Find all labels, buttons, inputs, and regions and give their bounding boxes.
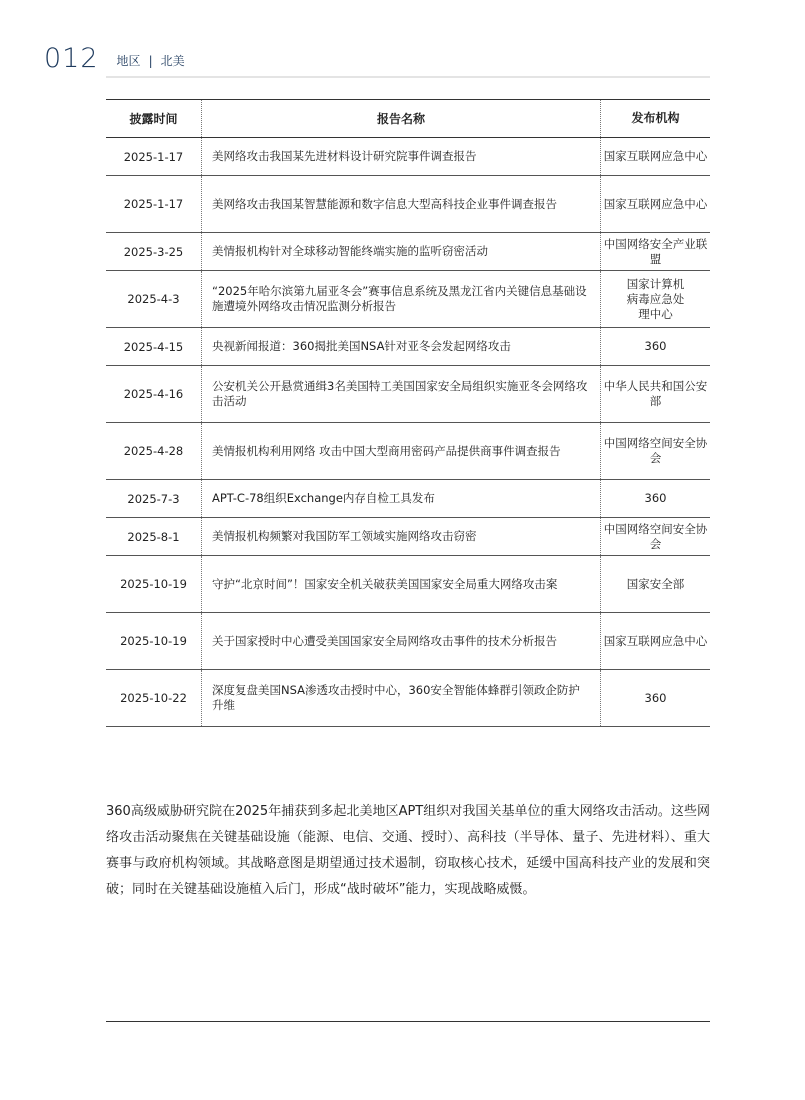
disclosure-date: 2025-4-3 — [106, 271, 202, 328]
report-title: “2025年哈尔滨第九届亚冬会”赛事信息系统及黑龙江省内关键信息基础设施遭境外网络攻击情况监测分析报告 — [202, 271, 601, 328]
summary-paragraph: 360高级威胁研究院在2025年捕获到多起北美地区APT组织对我国关基单位的重大网络攻击活动。这些网络攻击活动聚焦在关键基础设施（能源、电信、交通、授时）、高科技（半导体、量子、先进材料）、重大赛事与政府机构领域。其战略意图是期望通过技术遏制，窃取核心技术，延缓中国高科技产业的发展和突破；同时在关键基础设施植入后门，形成“战时破坏”能力，实现战略威慑。 — [106, 804, 710, 897]
breadcrumb-subregion: 北美 — [160, 54, 185, 68]
report-title: 美情报机构针对全球移动智能终端实施的监听窃密活动 — [202, 233, 601, 271]
publisher: 360 — [601, 480, 711, 518]
table-row — [106, 271, 710, 328]
publisher: 国家计算机病毒应急处理中心 — [601, 271, 711, 328]
reports-table — [106, 99, 710, 727]
publisher: 国家互联网应急中心 — [601, 138, 711, 176]
disclosure-date: 2025-10-22 — [106, 670, 202, 727]
report-title: 美情报机构利用网络 攻击中国大型商用密码产品提供商事件调查报告 — [202, 423, 601, 480]
publisher: 国家互联网应急中心 — [601, 176, 711, 233]
report-title: 美网络攻击我国某先进材料设计研究院事件调查报告 — [202, 138, 601, 176]
page-number: 012 — [44, 43, 99, 74]
report-title: 深度复盘美国NSA渗透攻击授时中心，360安全智能体蜂群引领政企防护升维 — [202, 670, 601, 727]
disclosure-date: 2025-4-16 — [106, 366, 202, 423]
table-row — [106, 518, 710, 556]
column-header-date: 披露时间 — [106, 100, 202, 138]
table-row — [106, 233, 710, 271]
table-row — [106, 138, 710, 176]
table-row — [106, 670, 710, 727]
breadcrumb-region: 地区 — [116, 54, 141, 68]
page-header — [44, 38, 185, 74]
table-row — [106, 613, 710, 670]
publisher: 中国网络空间安全协会 — [601, 423, 711, 480]
report-title: 美网络攻击我国某智慧能源和数字信息大型高科技企业事件调查报告 — [202, 176, 601, 233]
table-row — [106, 423, 710, 480]
report-title: 关于国家授时中心遭受美国国家安全局网络攻击事件的技术分析报告 — [202, 613, 601, 670]
disclosure-date: 2025-8-1 — [106, 518, 202, 556]
footer-divider — [106, 1021, 710, 1022]
table-row — [106, 176, 710, 233]
breadcrumb-separator: | — [148, 54, 153, 68]
report-title: 公安机关公开悬赏通缉3名美国特工美国国家安全局组织实施亚冬会网络攻击活动 — [202, 366, 601, 423]
header-divider — [106, 76, 710, 78]
disclosure-date: 2025-10-19 — [106, 556, 202, 613]
disclosure-date: 2025-10-19 — [106, 613, 202, 670]
report-title: 央视新闻报道：360揭批美国NSA针对亚冬会发起网络攻击 — [202, 328, 601, 366]
table-row — [106, 480, 710, 518]
table-row — [106, 556, 710, 613]
report-title: 守护“北京时间”！国家安全机关破获美国国家安全局重大网络攻击案 — [202, 556, 601, 613]
disclosure-date: 2025-3-25 — [106, 233, 202, 271]
disclosure-date: 2025-1-17 — [106, 138, 202, 176]
report-title: APT-C-78组织Exchange内存自检工具发布 — [202, 480, 601, 518]
disclosure-date: 2025-1-17 — [106, 176, 202, 233]
publisher: 中国网络安全产业联盟 — [601, 233, 711, 271]
disclosure-date: 2025-7-3 — [106, 480, 202, 518]
table-row — [106, 328, 710, 366]
breadcrumb — [117, 54, 185, 68]
publisher: 中华人民共和国公安部 — [601, 366, 711, 423]
table-row — [106, 366, 710, 423]
column-header-org: 发布机构 — [601, 100, 711, 138]
publisher: 360 — [601, 670, 711, 727]
publisher: 国家安全部 — [601, 556, 711, 613]
column-header-title: 报告名称 — [202, 100, 601, 138]
publisher: 中国网络空间安全协会 — [601, 518, 711, 556]
report-title: 美情报机构频繁对我国防军工领域实施网络攻击窃密 — [202, 518, 601, 556]
publisher: 国家互联网应急中心 — [601, 613, 711, 670]
publisher: 360 — [601, 328, 711, 366]
table-header-row — [106, 100, 710, 138]
disclosure-date: 2025-4-28 — [106, 423, 202, 480]
disclosure-date: 2025-4-15 — [106, 328, 202, 366]
